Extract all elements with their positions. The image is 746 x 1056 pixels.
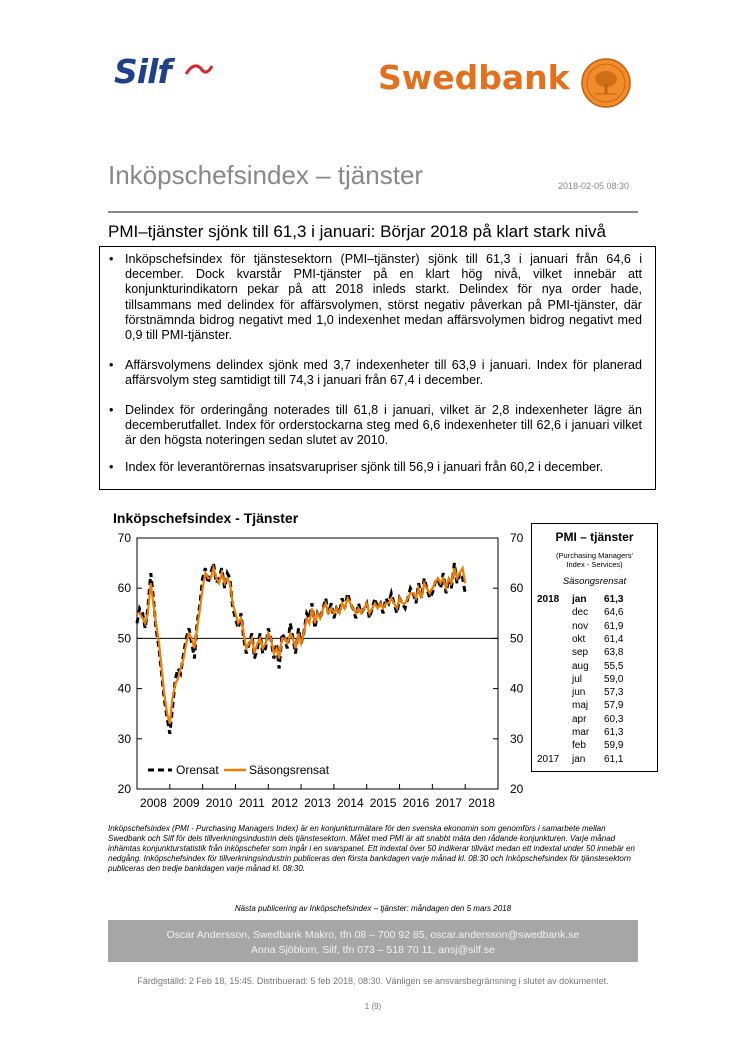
silf-logo-text: Silf (114, 52, 171, 91)
pmi-month: okt (572, 633, 586, 645)
line-chart (100, 520, 530, 820)
pmi-table (531, 523, 658, 772)
pmi-month: sep (572, 647, 589, 659)
x-tick-label: 2018 (468, 796, 495, 810)
y-tick-label-right: 20 (510, 782, 524, 796)
pmi-row (532, 687, 657, 701)
page-number: 1 (9) (364, 1002, 382, 1011)
pmi-row (532, 727, 657, 741)
pmi-value: 57,9 (604, 700, 624, 712)
pmi-month: jun (572, 687, 586, 699)
pmi-row (532, 700, 657, 714)
swedbank-logo (378, 58, 643, 110)
pmi-value: 59,0 (604, 673, 624, 685)
pmi-month: aug (572, 660, 589, 672)
pmi-year: 2018 (537, 594, 560, 605)
pmi-month: jul (572, 673, 583, 685)
y-tick-label-right: 50 (510, 631, 524, 646)
x-tick-label: 2015 (369, 796, 397, 810)
pmi-value: 59,9 (604, 740, 624, 752)
contact-line: Oscar Andersson, Swedbank Makro, tfn 08 – 700 92 85, oscar.andersson@swedbank.se (166, 929, 580, 941)
swedbank-logo-text: Swedbank (378, 58, 570, 97)
headline: PMI–tjänster sjönk till 61,3 i januari: Börjar 2018 på klart stark nivå (108, 222, 606, 241)
pmi-value: 63,8 (604, 647, 624, 659)
y-tick-label-left: 50 (117, 631, 131, 646)
summary-bullet: • Index för leverantörernas insatsvarupriser sjönk till 56,9 i januari från 60,2 i december. (125, 460, 642, 475)
footnote: Inköpschefsindex (PMI - Purchasing Managers Index) är en konjunkturmätare för den svenska ekonomin som genomförs i samarbete mellan Swedbank och Silf för dels tillverkningsindustrin dels tjänstesektorn. Målet med PMI är att snabbt mäta den rådande konjunkturen. Varje månad inhämtas konjunkturstatistik från inköpschefer som ingår i en svarspanel. Ett indextal över 50 indikerar tillväxt medan ett indextal under 50 innebär en nedgång. Inköpschefsindex för tillverkningsindustrin publiceras den första bankdagen varje månad kl. 08:30 och Inköpschefsindex för tjänstesektorn publiceras den tredje bankdagen varje månad kl. 08:30. (108, 824, 635, 873)
x-tick-label: 2011 (238, 796, 265, 810)
y-tick-label-right: 40 (510, 681, 524, 696)
x-tick-label: 2016 (402, 796, 430, 810)
pmi-row (532, 754, 657, 768)
pmi-month: maj (572, 700, 589, 712)
pmi-value: 61,3 (604, 594, 624, 605)
pmi-value: 57,3 (604, 687, 624, 699)
pmi-table-title: PMI – tjänster (555, 530, 634, 544)
y-tick-label-left: 60 (117, 581, 131, 596)
x-tick-label: 2012 (271, 796, 299, 810)
pmi-row (532, 647, 657, 661)
pmi-row (532, 674, 657, 688)
pmi-year: 2017 (537, 753, 560, 765)
y-tick-label-left: 70 (117, 531, 131, 545)
x-tick-label: 2008 (140, 796, 167, 810)
pmi-value: 60,3 (604, 713, 624, 725)
contact-box (108, 920, 638, 962)
pmi-table-subtitle (532, 551, 657, 569)
title-divider (108, 211, 638, 213)
pmi-month: feb (572, 740, 586, 752)
x-tick-label: 2010 (205, 796, 233, 810)
summary-bullet: • Affärsvolymens delindex sjönk med 3,7 indexenheter till 63,9 i januari. Index för planerad affärsvolym steg samtidigt till 74,3 i januari från 67,4 i december. (125, 358, 642, 388)
footer-note: Färdigställd: 2 Feb 18, 15:45. Distribuerad: 5 feb 2018, 08:30. Vänligen se ansvarsbegränsning i slutet av dokumentet. (137, 976, 609, 986)
pmi-value: 55,5 (604, 660, 624, 672)
next-publication: Nästa publicering av Inköpschefsindex – tjänster: måndagen den 5 mars 2018 (234, 904, 512, 913)
pmi-value: 64,6 (604, 607, 624, 619)
pmi-row (532, 661, 657, 675)
pmi-month: apr (572, 713, 587, 725)
plot-area (118, 531, 524, 810)
pmi-month: mar (572, 727, 590, 738)
pmi-value: 61,9 (604, 620, 624, 632)
pmi-row (532, 621, 657, 635)
pmi-month: dec (572, 607, 589, 619)
pmi-row (532, 740, 657, 754)
y-tick-label-left: 20 (117, 782, 131, 796)
y-tick-label-left: 30 (117, 731, 131, 746)
pmi-subtitle-line: (Purchasing Managers' (556, 551, 633, 560)
series-line-sasongsrensat (137, 568, 465, 724)
pmi-row (532, 634, 657, 648)
pmi-row (532, 594, 657, 608)
x-tick-label: 2014 (336, 796, 364, 810)
contact-line: Anna Sjöblom, Silf, tfn 073 – 518 70 11, ansj@silf.se (251, 944, 495, 956)
y-tick-label-left: 40 (117, 681, 131, 696)
legend-label-orensat: Orensat (176, 763, 219, 777)
x-tick-label: 2009 (172, 796, 200, 810)
x-tick-label: 2013 (304, 796, 331, 810)
legend-label-sasongsrensat: Säsongsrensat (249, 763, 330, 777)
summary-bullet: • Delindex för orderingång noterades till 61,8 i januari, vilket är 2,8 indexenheter lägre än decemberutfallet. Index för orderstockarna steg med 6,6 indexenheter till 62,6 i januari vilket är den högsta noteringen sedan slutet av 2010. (125, 403, 642, 449)
pmi-month: jan (572, 753, 586, 765)
pmi-row (532, 714, 657, 728)
document-date: 2018-02-05 08:30 (558, 181, 630, 191)
document-title: Inköpschefsindex – tjänster (108, 160, 424, 190)
summary-box (99, 246, 656, 490)
pmi-value: 61,1 (604, 753, 624, 765)
oak-tree-seal-icon (581, 58, 631, 108)
pmi-value: 61,3 (604, 727, 624, 738)
y-tick-label-right: 70 (510, 531, 524, 545)
chart-title: Inköpschefsindex - Tjänster (113, 510, 299, 526)
pmi-row (532, 607, 657, 621)
y-tick-label-right: 60 (510, 581, 524, 596)
silf-swoosh-icon (184, 60, 214, 80)
pmi-month: nov (572, 620, 589, 632)
x-tick-label: 2017 (435, 796, 463, 810)
pmi-subtitle-line: Index - Services) (566, 560, 623, 569)
pmi-month: jan (572, 594, 587, 605)
summary-bullet: • Inköpschefsindex för tjänstesektorn (PMI–tjänster) sjönk till 61,3 i januari från 64,6 i december. Dock kvarstår PMI-tjänster på en klart hög nivå, vilket innebär att konjunkturindikatorn pekar på att 2018 inleds starkt. Delindex för nya order hade, tillsammans med delindex för affärsvolymen, störst negativ påverkan på PMI-tjänster, där förstnämnda bidrog negativt med 1,0 indexenhet medan affärsvolymen bidrog negativt med 0,9 till PMI-tjänster. (125, 252, 642, 343)
silf-logo (114, 52, 209, 100)
pmi-season-label: Säsongsrensat (562, 576, 627, 587)
pmi-value: 61,4 (604, 633, 624, 645)
y-tick-label-right: 30 (510, 731, 524, 746)
